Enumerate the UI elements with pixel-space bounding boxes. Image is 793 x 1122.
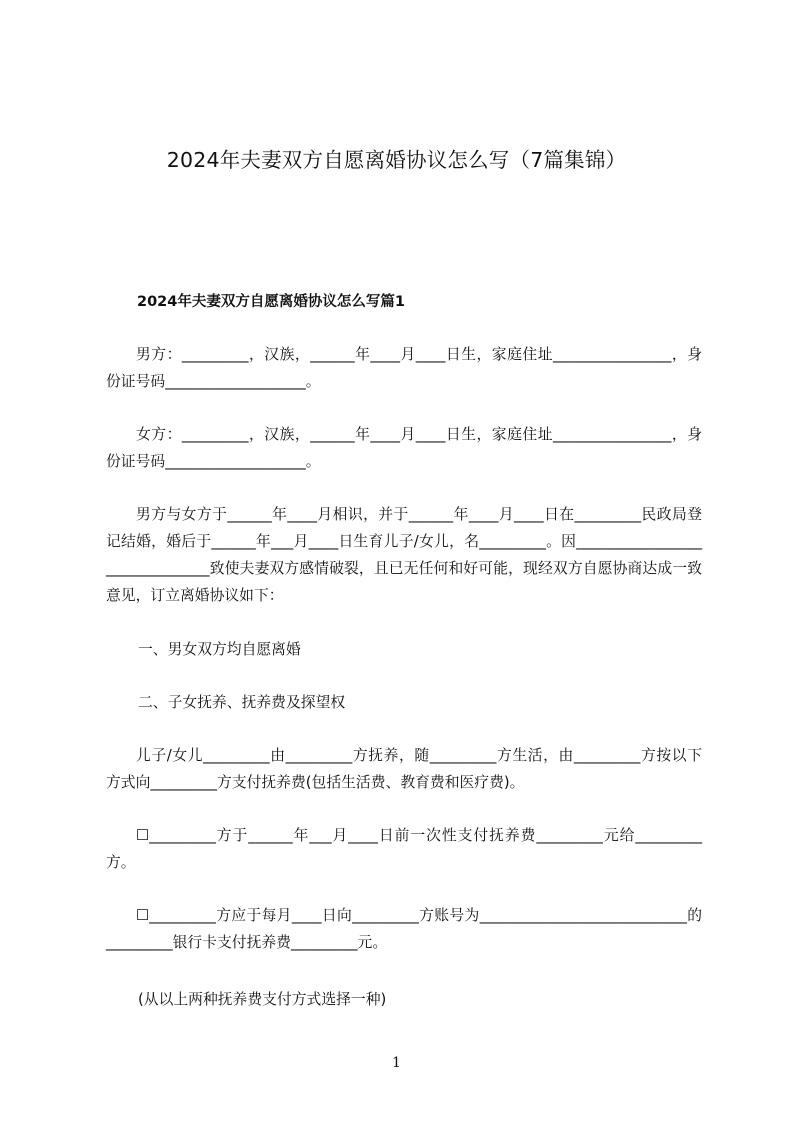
paragraph-wife-info: 女方：_________，汉族，______年____月____日生，家庭住址________________，身份证号码___________________。	[106, 426, 702, 470]
paragraph-lump-sum-option: ☐_________方于______年___月____日前一次性支付抚养费_________元给_________方。	[106, 827, 702, 871]
paragraph-monthly-option: ☐_________方应于每月____日向_________方账号为____________________________的_________银行卡支付抚养费_________元。	[106, 907, 702, 951]
page-number: 1	[392, 1055, 401, 1071]
paragraph-marriage-history: 男方与女方于______年____月相识，并于______年____月____日在_________民政局登记结婚，婚后于______年___月____日生育儿子/女儿，名_________。因_______________________________致使夫妻双方感情破裂，且已无任何和好可能，现经双方自愿协商达成一致意见，订立离婚协议如下：	[106, 506, 702, 604]
paragraph-choose-note: (从以上两种抚养费支付方式选择一种)	[138, 991, 387, 1008]
document-title: 2024年夫妻双方自愿离婚协议怎么写（7篇集锦）	[166, 148, 627, 172]
clause-heading-2: 二、子女抚养、抚养费及探望权	[138, 694, 346, 711]
paragraph-child-custody: 儿子/女儿_________由_________方抚养，随_________方生活，由_________方按以下方式向_________方支付抚养费(包括生活费、教育费和医疗费)。	[106, 747, 702, 791]
section-heading: 2024年夫妻双方自愿离婚协议怎么写篇1	[137, 294, 405, 310]
paragraph-husband-info: 男方：_________，汉族，______年____月____日生，家庭住址________________，身份证号码___________________。	[106, 346, 702, 390]
clause-heading-1: 一、男女双方均自愿离婚	[138, 641, 301, 658]
